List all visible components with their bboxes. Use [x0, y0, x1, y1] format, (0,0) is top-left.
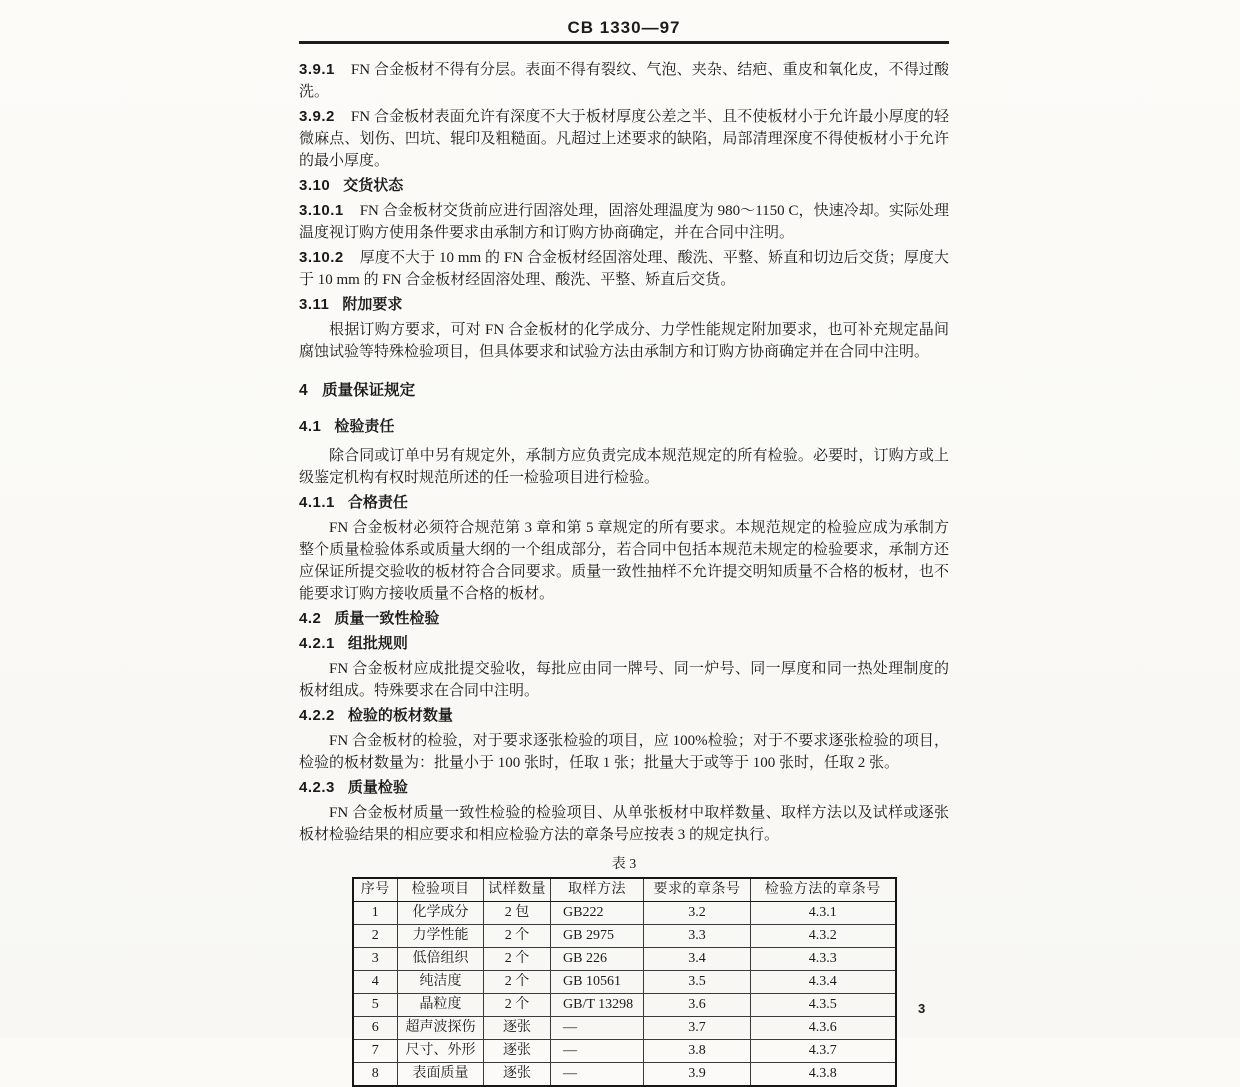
- heading-4-2-3: [299, 777, 949, 799]
- heading-number: 4.2: [299, 610, 322, 627]
- table-cell: GB 10561: [551, 971, 644, 994]
- clause-number: 3.10.2: [299, 249, 344, 266]
- section-number: 4: [299, 382, 309, 399]
- clause-3-9-1: [299, 59, 949, 103]
- heading-text: 检验的板材数量: [347, 708, 453, 724]
- paragraph: FN 合金板材必须符合规范第 3 章和第 5 章规定的所有要求。本规范规定的检验应成为承制方整个质量检验体系或质量大纲的一个组成部分，若合同中包括本规范未规定的检验要求，承制方还应保证所提交验收的板材符合合同要求。质量一致性抽样不允许提交明知质量不合格的板材，也不能要求订购方接收质量不合格的板材。: [299, 520, 949, 602]
- heading-4-2: [299, 608, 949, 630]
- table-cell: —: [551, 1017, 644, 1040]
- table-header-cell: 要求的章条号: [644, 878, 751, 902]
- table-row: [353, 925, 896, 948]
- table-cell: 3.7: [644, 1017, 751, 1040]
- table-cell: 低倍组织: [398, 948, 484, 971]
- table-cell: —: [551, 1063, 644, 1087]
- table-cell: 5: [353, 994, 398, 1017]
- heading-text: 交货状态: [343, 178, 404, 194]
- table-cell: 2 个: [484, 948, 551, 971]
- clause-text: FN 合金板材不得有分层。表面不得有裂纹、气泡、夹杂、结疤、重皮和氧化皮，不得过酸洗。: [299, 62, 949, 100]
- table-cell: GB222: [551, 902, 644, 925]
- table-cell: 4.3.2: [751, 925, 896, 948]
- heading-number: 4.1: [299, 418, 322, 435]
- heading-number: 3.10: [299, 177, 331, 194]
- page-content: [299, 18, 949, 1087]
- table-cell: 3.2: [644, 902, 751, 925]
- table-cell: 4: [353, 971, 398, 994]
- heading-3-11: [299, 294, 949, 316]
- clause-text: FN 合金板材表面允许有深度不大于板材厚度公差之半、且不使板材小于允许最小厚度的轻微麻点、划伤、凹坑、辊印及粗糙面。凡超过上述要求的缺陷，局部清理深度不得使板材小于允许的最小厚度。: [299, 109, 949, 169]
- table-cell: 3.6: [644, 994, 751, 1017]
- table-cell: 2 个: [484, 994, 551, 1017]
- heading-number: 4.2.3: [299, 779, 335, 796]
- table-cell: 表面质量: [398, 1063, 484, 1087]
- section-4-title: [299, 380, 949, 402]
- table-cell: 3: [353, 948, 398, 971]
- table-cell: 3.9: [644, 1063, 751, 1087]
- table-cell: 6: [353, 1017, 398, 1040]
- table-header-row: [353, 878, 896, 902]
- table-cell: 3.8: [644, 1040, 751, 1063]
- clause-text: FN 合金板材交货前应进行固溶处理，固溶处理温度为 980～1150 C，快速冷却。实际处理温度视订购方使用条件要求由承制方和订购方协商确定，并在合同中注明。: [299, 203, 949, 241]
- clause-3-10-1: [299, 200, 949, 244]
- clause-3-9-2: [299, 106, 949, 172]
- table-header-cell: 取样方法: [551, 878, 644, 902]
- table-header-cell: 检验项目: [398, 878, 484, 902]
- section-text: 质量保证规定: [322, 382, 416, 399]
- paragraph: 根据订购方要求，可对 FN 合金板材的化学成分、力学性能规定附加要求，也可补充规定晶间腐蚀试验等特殊检验项目，但具体要求和试验方法由承制方和订购方协商确定并在合同中注明。: [299, 322, 949, 360]
- table-row: [353, 1040, 896, 1063]
- table-cell: 化学成分: [398, 902, 484, 925]
- clause-3-10-2: [299, 247, 949, 291]
- table-row: [353, 994, 896, 1017]
- table-cell: 8: [353, 1063, 398, 1087]
- heading-text: 组批规则: [347, 636, 408, 652]
- clause-number: 3.9.2: [299, 108, 335, 125]
- table-row: [353, 948, 896, 971]
- heading-text: 附加要求: [342, 297, 403, 313]
- table-cell: 逐张: [484, 1040, 551, 1063]
- heading-number: 4.2.2: [299, 707, 335, 724]
- table-cell: 2 个: [484, 925, 551, 948]
- table-row: [353, 971, 896, 994]
- heading-text: 检验责任: [334, 419, 395, 435]
- paragraph: FN 合金板材质量一致性检验的检验项目、从单张板材中取样数量、取样方法以及试样或逐张板材检验结果的相应要求和相应检验方法的章条号应按表 3 的规定执行。: [299, 805, 949, 843]
- heading-4-2-2: [299, 705, 949, 727]
- page-number: 3: [918, 1001, 926, 1016]
- clause-text: 厚度不大于 10 mm 的 FN 合金板材经固溶处理、酸洗、平整、矫直和切边后交货；厚度大于 10 mm 的 FN 合金板材经固溶处理、酸洗、平整、矫直后交货。: [299, 250, 949, 288]
- table-cell: GB/T 13298: [551, 994, 644, 1017]
- table-cell: 尺寸、外形: [398, 1040, 484, 1063]
- table-cell: 2 个: [484, 971, 551, 994]
- document-header: [299, 18, 949, 44]
- table-cell: 逐张: [484, 1063, 551, 1087]
- heading-text: 质量一致性检验: [334, 611, 440, 627]
- table-cell: 晶粒度: [398, 994, 484, 1017]
- heading-4-1-1: [299, 492, 949, 514]
- table-cell: 力学性能: [398, 925, 484, 948]
- paragraph: FN 合金板材应成批提交验收，每批应由同一牌号、同一炉号、同一厚度和同一热处理制度的板材组成。特殊要求在合同中注明。: [299, 661, 949, 699]
- table-cell: —: [551, 1040, 644, 1063]
- table-cell: 4.3.7: [751, 1040, 896, 1063]
- clause-number: 3.10.1: [299, 202, 344, 219]
- heading-3-10: [299, 175, 949, 197]
- table-cell: 4.3.8: [751, 1063, 896, 1087]
- table-cell: 逐张: [484, 1017, 551, 1040]
- document-body: [299, 59, 949, 846]
- table-3-inspection-items: [352, 877, 897, 1087]
- table-cell: 2 包: [484, 902, 551, 925]
- table-header-cell: 试样数量: [484, 878, 551, 902]
- table-row: [353, 1017, 896, 1040]
- table-row: [353, 1063, 896, 1087]
- table-cell: GB 2975: [551, 925, 644, 948]
- table-cell: 3.4: [644, 948, 751, 971]
- table-caption: 表 3: [611, 857, 637, 872]
- heading-number: 4.2.1: [299, 635, 335, 652]
- clause-number: 3.9.1: [299, 61, 335, 78]
- heading-number: 4.1.1: [299, 494, 335, 511]
- table-cell: 超声波探伤: [398, 1017, 484, 1040]
- heading-text: 合格责任: [347, 495, 408, 511]
- heading-4-1: [299, 416, 949, 438]
- table-cell: GB 226: [551, 948, 644, 971]
- heading-text: 质量检验: [347, 780, 408, 796]
- table-cell: 4.3.1: [751, 902, 896, 925]
- table-cell: 7: [353, 1040, 398, 1063]
- table-header-cell: 序号: [353, 878, 398, 902]
- table-cell: 3.5: [644, 971, 751, 994]
- table-cell: 4.3.5: [751, 994, 896, 1017]
- table-row: [353, 902, 896, 925]
- paragraph: 除合同或订单中另有规定外，承制方应负责完成本规范规定的所有检验。必要时，订购方或上级鉴定机构有权时规范所述的任一检验项目进行检验。: [299, 448, 949, 486]
- heading-4-2-1: [299, 633, 949, 655]
- table-header-cell: 检验方法的章条号: [751, 878, 896, 902]
- heading-number: 3.11: [299, 296, 330, 313]
- table-cell: 2: [353, 925, 398, 948]
- paragraph: FN 合金板材的检验，对于要求逐张检验的项目，应 100%检验；对于不要求逐张检验的项目，检验的板材数量为：批量小于 100 张时，任取 1 张；批量大于或等于 100 张时，任取 2 张。: [299, 733, 949, 771]
- table-cell: 4.3.4: [751, 971, 896, 994]
- table-cell: 1: [353, 902, 398, 925]
- table-cell: 纯洁度: [398, 971, 484, 994]
- header-rule: [299, 41, 949, 44]
- table-cell: 4.3.6: [751, 1017, 896, 1040]
- standard-code: CB 1330—97: [567, 18, 681, 37]
- table-cell: 3.3: [644, 925, 751, 948]
- table-cell: 4.3.3: [751, 948, 896, 971]
